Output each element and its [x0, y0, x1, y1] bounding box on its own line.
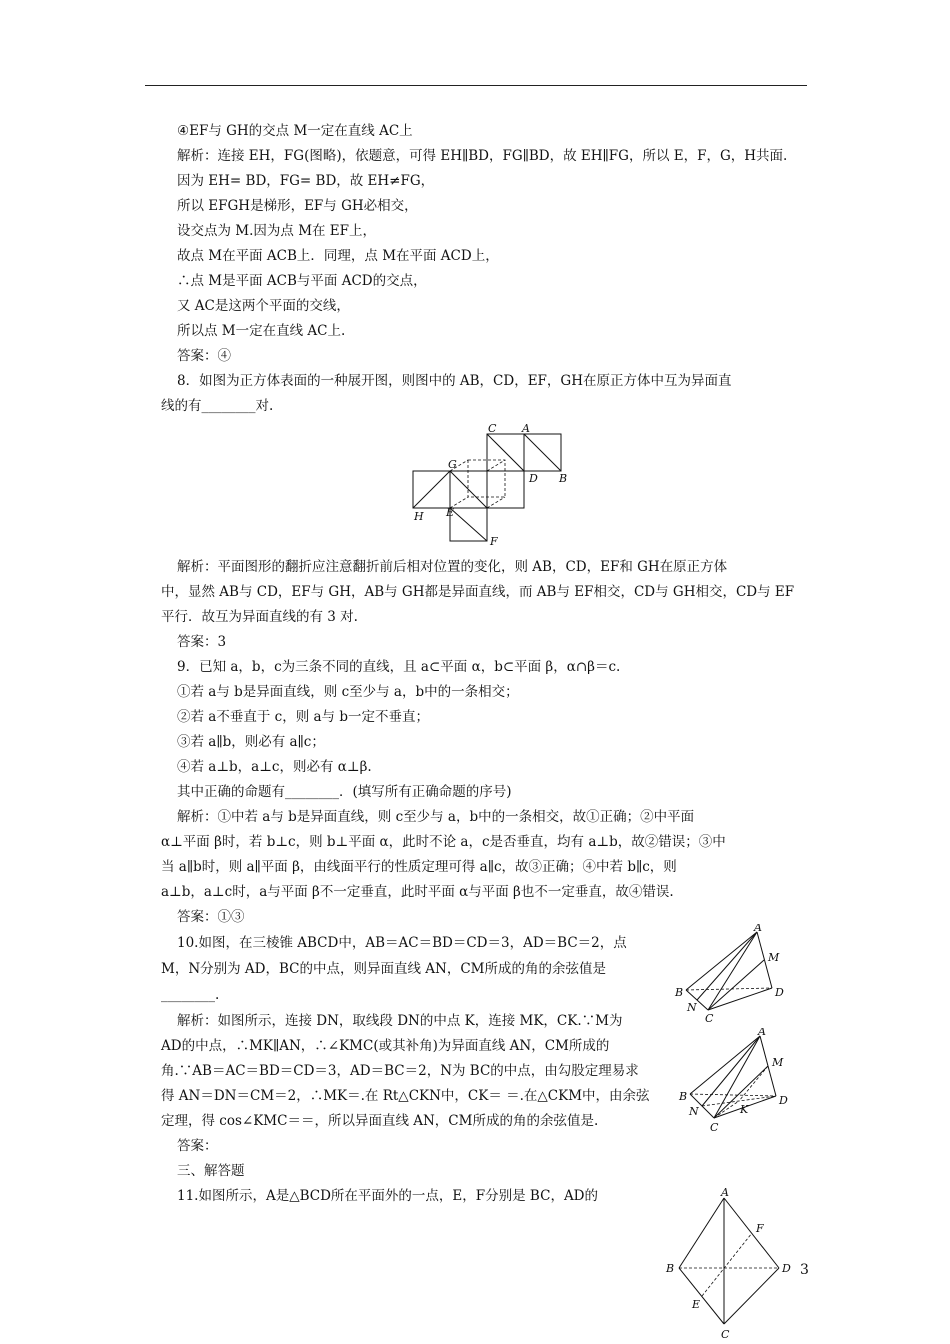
text-line: ∴点 M是平面 ACB与平面 ACD的交点， [177, 273, 427, 289]
text-line: ④若 a⊥b，a⊥c，则必有 α⊥β. [177, 759, 372, 775]
label-n: N [687, 1001, 697, 1014]
cube-net-figure [410, 422, 580, 547]
text-line: ①若 a与 b是异面直线，则 c至少与 a，b中的一条相交； [177, 684, 519, 700]
label-d: D [775, 986, 784, 999]
label-n: N [689, 1105, 699, 1118]
text-line: 线的有________对. [161, 398, 274, 414]
text-line: 当 a∥b时，则 a∥平面 β，由线面平行的性质定理可得 a∥c，故③正确；④中若 b∥c，则 [161, 859, 677, 875]
text-line: ________. [161, 987, 220, 1003]
text-line: 所以点 M一定在直线 AC上. [177, 323, 346, 339]
answer-line: 答案： [177, 1138, 218, 1154]
tetrahedron-figure-10b [678, 1028, 802, 1134]
label-c: C [488, 422, 497, 435]
question-8: 8．如图为正方体表面的一种展开图，则图中的 AB，CD，EF，GH在原正方体中互为异面直 [177, 373, 732, 389]
tetrahedron-figure-11 [664, 1186, 804, 1344]
answer-line: 答案：3 [177, 634, 227, 650]
label-c: C [710, 1121, 719, 1134]
label-a: A [758, 1028, 766, 1038]
page-number: 3 [800, 1262, 809, 1278]
label-g: G [448, 458, 457, 471]
text-line: 所以 EFGH是梯形，EF与 GH必相交， [177, 198, 418, 214]
label-b: B [559, 472, 568, 485]
label-e: E [446, 506, 455, 519]
label-a: A [754, 924, 762, 934]
label-d: D [779, 1094, 788, 1107]
label-d: D [529, 472, 538, 485]
question-10: 10.如图，在三棱锥 ABCD中，AB＝AC＝BD＝CD＝3，AD＝BC＝2，点 [177, 935, 627, 951]
text-line: 中，显然 AB与 CD，EF与 GH，AB与 GH都是异面直线，而 AB与 EF相交，CD与 GH相交，CD与 EF [161, 584, 795, 600]
answer-line: 答案：④ [177, 348, 231, 364]
text-line: AD的中点，∴MK∥AN，∴∠KMC(或其补角)为异面直线 AN，CM所成的 [161, 1038, 610, 1054]
text-line: 得 AN＝DN＝CM＝2，∴MK＝.在 Rt△CKN中，CK＝ ＝.在△CKM中，由余弦 [161, 1088, 650, 1104]
text-line: 解析：如图所示，连接 DN，取线段 DN的中点 K，连接 MK，CK.∵M为 [177, 1013, 623, 1029]
label-b: B [679, 1090, 688, 1103]
label-d: D [782, 1262, 791, 1275]
tetrahedron-figure-10a [672, 924, 802, 1024]
answer-line: 答案：①③ [177, 909, 245, 925]
label-f: F [490, 535, 498, 547]
label-b: B [666, 1262, 675, 1275]
question-11: 11.如图所示，A是△BCD所在平面外的一点，E，F分别是 BC，AD的 [177, 1188, 599, 1204]
header-rule [145, 85, 807, 86]
label-a: A [522, 422, 530, 435]
label-c: C [705, 1012, 714, 1024]
label-h: H [414, 510, 424, 523]
label-m: M [768, 951, 780, 964]
text-line: 设交点为 M.因为点 M在 EF上， [177, 223, 377, 239]
text-line: ③若 a∥b，则必有 a∥c； [177, 734, 325, 750]
text-line: 又 AC是这两个平面的交线， [177, 298, 350, 314]
label-m: M [772, 1056, 784, 1069]
text-line: 平行．故互为异面直线的有 3 对. [161, 609, 358, 625]
text-line: 角.∵AB＝AC＝BD＝CD＝3，AD＝BC＝2，N为 BC的中点，由勾股定理易求 [161, 1063, 639, 1079]
text-line: 因为 EH= BD，FG= BD，故 EH≠FG， [177, 173, 435, 189]
text-line: M，N分别为 AD，BC的中点，则异面直线 AN，CM所成的角的余弦值是 [161, 961, 607, 977]
label-b: B [675, 986, 684, 999]
question-9: 9．已知 a，b，c为三条不同的直线，且 a⊂平面 α，b⊂平面 β，α∩β＝c. [177, 659, 621, 675]
label-f: F [756, 1222, 764, 1235]
text-line: 解析：连接 EH，FG(图略)，依题意，可得 EH∥BD，FG∥BD，故 EH∥FG，所以 E，F，G，H共面. [177, 148, 788, 164]
label-k: K [740, 1103, 749, 1116]
text-line: ④EF与 GH的交点 M一定在直线 AC上 [177, 123, 413, 139]
label-a: A [721, 1186, 729, 1199]
text-line: 故点 M在平面 ACB上．同理，点 M在平面 ACD上， [177, 248, 499, 264]
section-heading: 三、解答题 [177, 1163, 245, 1179]
text-line: ②若 a不垂直于 c，则 a与 b一定不垂直； [177, 709, 429, 725]
label-e: E [692, 1298, 701, 1311]
text-line: 解析：①中若 a与 b是异面直线，则 c至少与 a，b中的一条相交，故①正确；②中平面 [177, 809, 695, 825]
text-line: 其中正确的命题有________．(填写所有正确命题的序号) [177, 784, 512, 800]
text-line: 解析：平面图形的翻折应注意翻折前后相对位置的变化，则 AB，CD，EF和 GH在原正方体 [177, 559, 728, 575]
text-line: α⊥平面 β时，若 b⊥c，则 b⊥平面 α，此时不论 a，c是否垂直，均有 a⊥b，故②错误；③中 [161, 834, 726, 850]
text-line: a⊥b，a⊥c时，a与平面 β不一定垂直，此时平面 α与平面 β也不一定垂直，故④错误. [161, 884, 674, 900]
label-c: C [721, 1328, 730, 1341]
text-line: 定理，得 cos∠KMC＝＝，所以异面直线 AN，CM所成的角的余弦值是. [161, 1113, 599, 1129]
